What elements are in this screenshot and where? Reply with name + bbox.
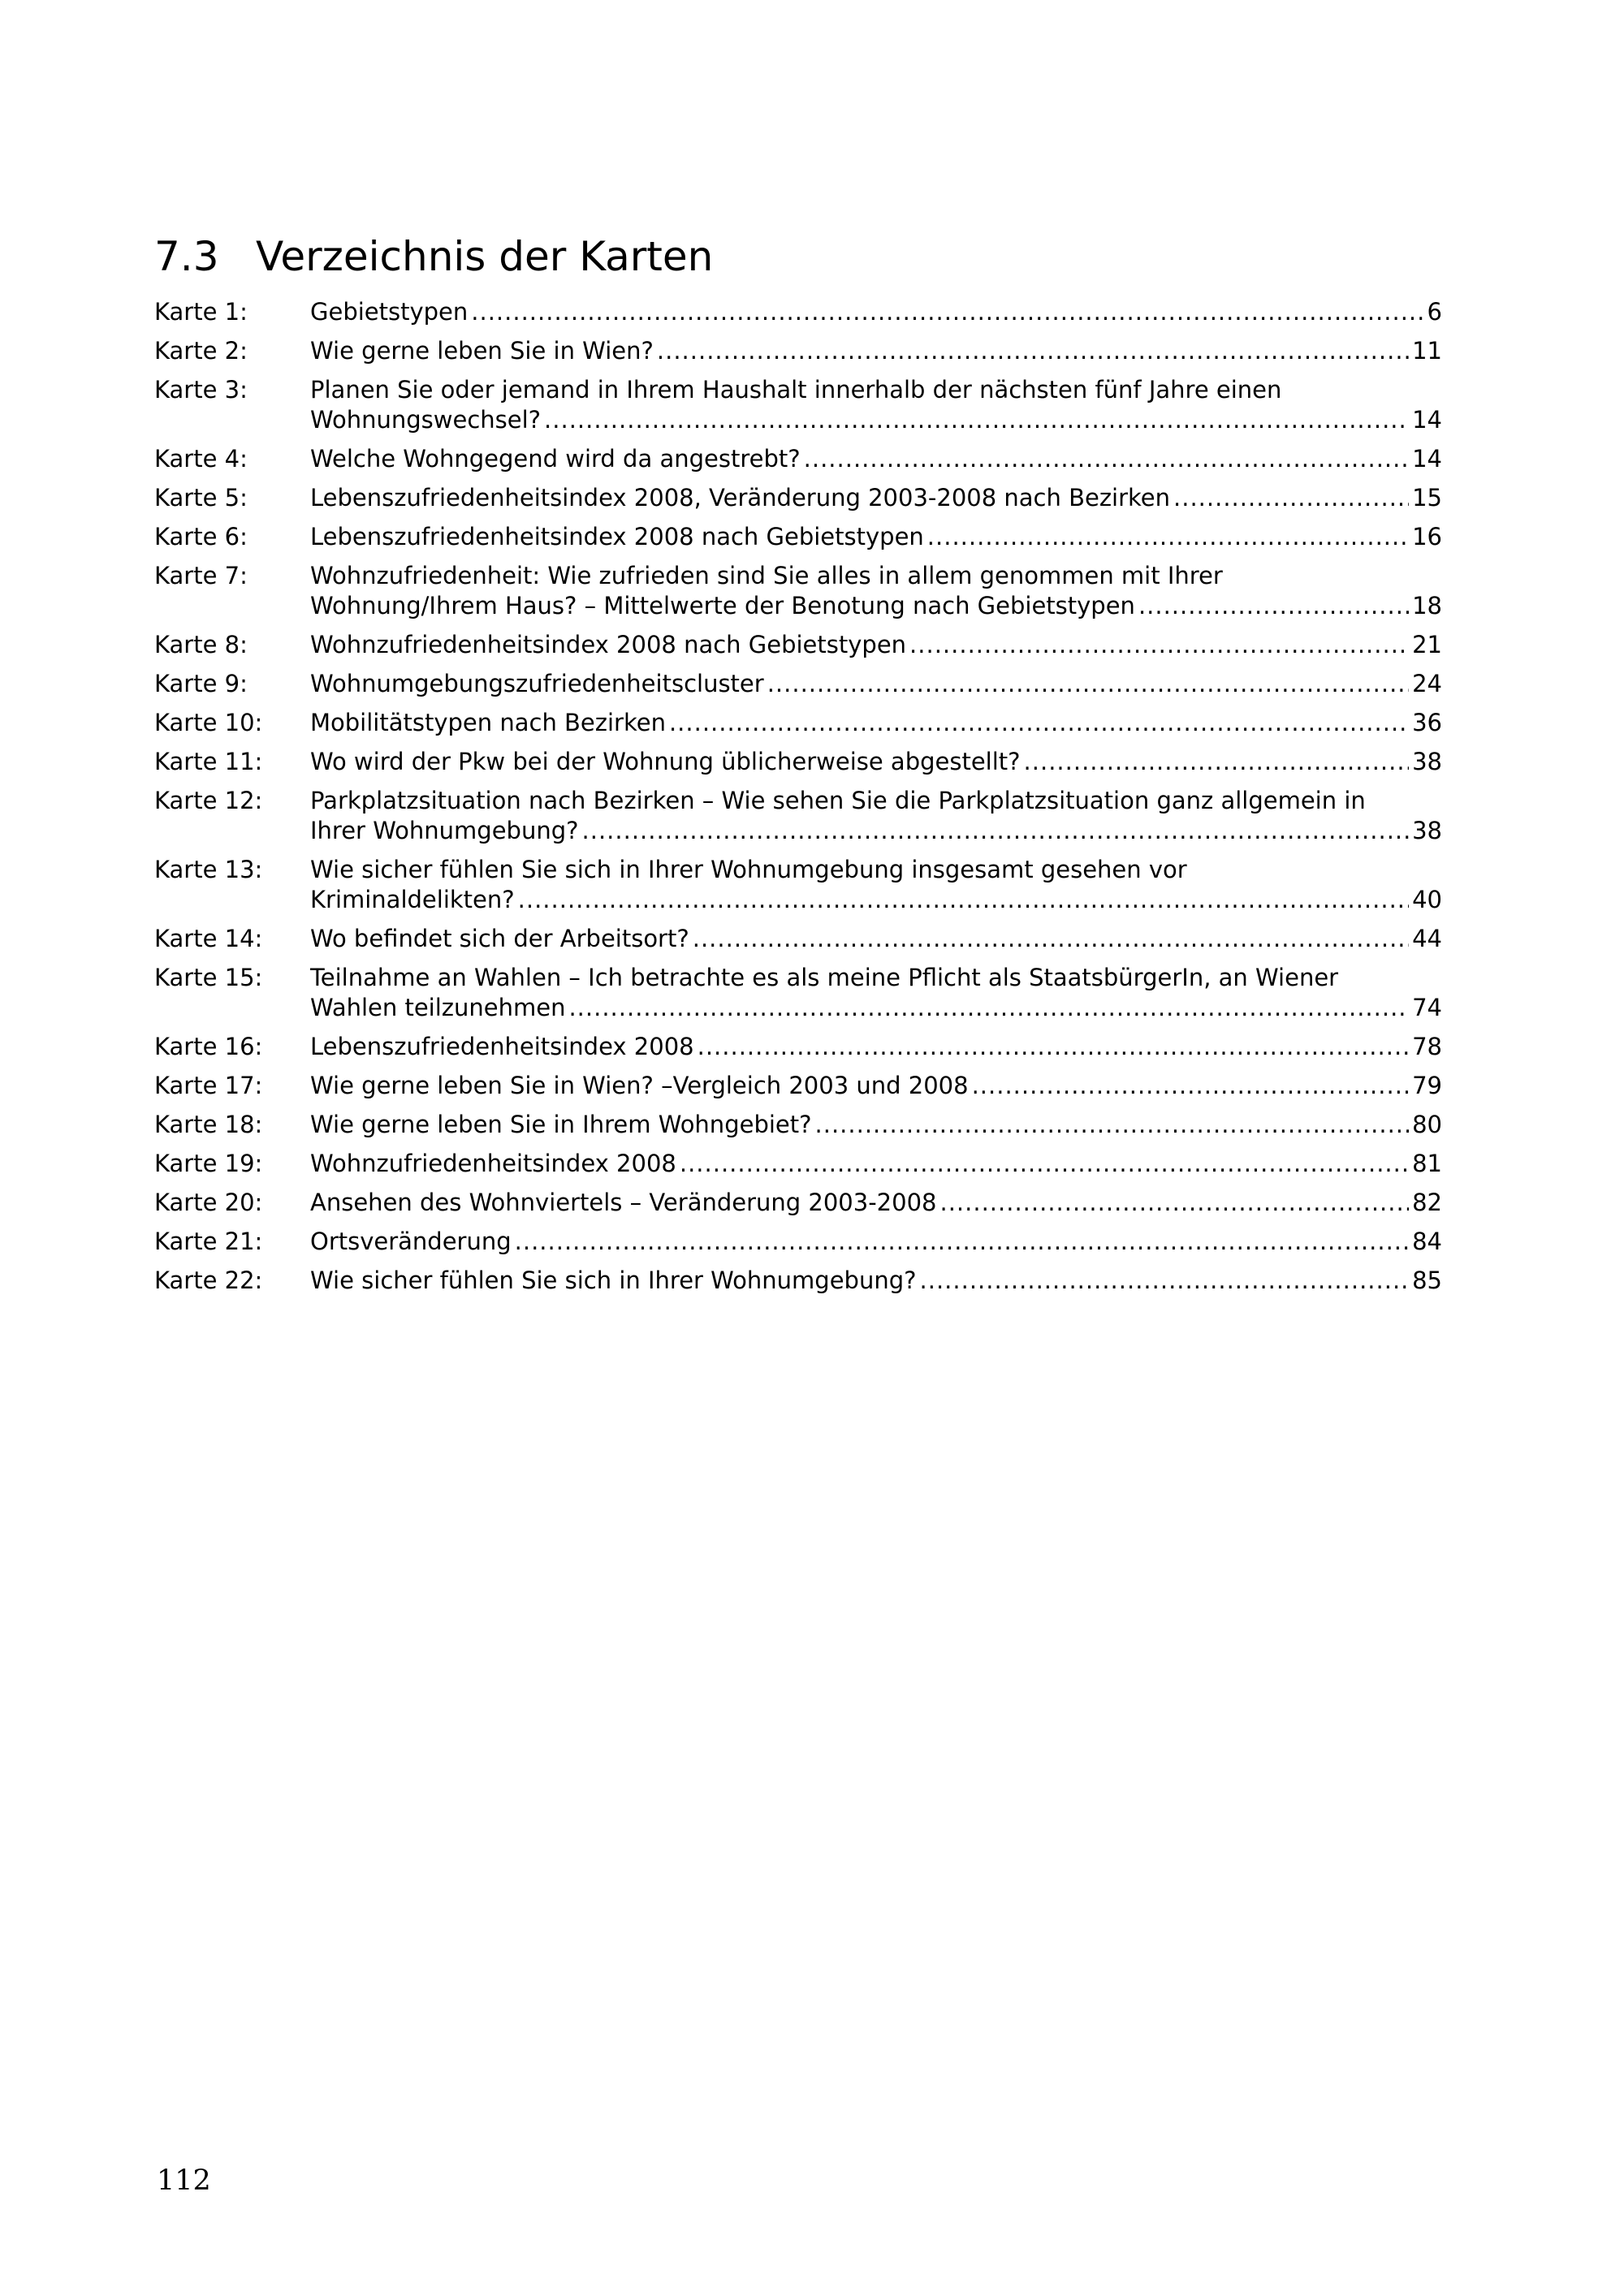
entry-page: 21 — [1412, 631, 1442, 658]
entry-page: 38 — [1412, 748, 1442, 775]
entry-title: Wohnzufriedenheitsindex 2008 — [310, 1150, 676, 1177]
entry-title: Wo wird der Pkw bei der Wohnung üblicherweise abgestellt? — [310, 748, 1021, 775]
toc-entry[interactable] — [154, 561, 1442, 621]
entry-title: Wohnzufriedenheitsindex 2008 nach Gebietstypen — [310, 631, 907, 658]
entry-label: Karte 18: — [154, 1111, 263, 1138]
dot-leader — [515, 1227, 1409, 1257]
entry-label: Karte 4: — [154, 445, 248, 473]
entry-title: Mobilitätstypen nach Bezirken — [310, 709, 666, 736]
entry-page: 85 — [1412, 1267, 1442, 1294]
entry-title: Wie gerne leben Sie in Ihrem Wohngebiet? — [310, 1111, 812, 1138]
dot-leader — [669, 708, 1409, 738]
entry-page: 74 — [1412, 994, 1442, 1021]
entry-label: Karte 13: — [154, 856, 263, 883]
entry-label: Karte 16: — [154, 1033, 263, 1060]
toc-entry[interactable] — [154, 1032, 1442, 1062]
entry-title-line1: Teilnahme an Wahlen – Ich betrachte es als meine Pflicht als StaatsbürgerIn, an Wiener — [310, 964, 1339, 991]
entry-page: 15 — [1412, 484, 1442, 511]
toc-entry[interactable] — [154, 1149, 1442, 1179]
map-index-list — [154, 297, 1442, 1305]
dot-leader — [568, 993, 1409, 1023]
dot-leader — [815, 1110, 1410, 1140]
section-heading — [154, 231, 713, 283]
dot-leader — [657, 336, 1409, 366]
toc-entry[interactable] — [154, 1227, 1442, 1257]
dot-leader — [471, 297, 1423, 327]
toc-entry[interactable] — [154, 375, 1442, 435]
dot-leader — [1024, 747, 1410, 777]
entry-title: Ortsveränderung — [310, 1228, 512, 1255]
entry-label: Karte 3: — [154, 376, 248, 404]
entry-page: 84 — [1412, 1228, 1442, 1255]
entry-page: 16 — [1412, 523, 1442, 550]
entry-label: Karte 10: — [154, 709, 263, 736]
entry-title: Wohnungswechsel? — [310, 406, 542, 434]
entry-label: Karte 2: — [154, 337, 248, 365]
toc-entry[interactable] — [154, 747, 1442, 777]
toc-entry[interactable] — [154, 708, 1442, 738]
entry-title-line1: Parkplatzsituation nach Bezirken – Wie sehen Sie die Parkplatzsituation ganz allgemein in — [310, 787, 1366, 814]
dot-leader — [920, 1266, 1410, 1296]
entry-page: 44 — [1412, 925, 1442, 952]
entry-label: Karte 9: — [154, 670, 248, 697]
entry-label: Karte 12: — [154, 787, 263, 814]
toc-entry[interactable] — [154, 924, 1442, 954]
dot-leader — [909, 630, 1409, 660]
entry-title: Wie gerne leben Sie in Wien? — [310, 337, 654, 365]
entry-title: Wie gerne leben Sie in Wien? –Vergleich 2003 und 2008 — [310, 1072, 969, 1099]
dot-leader — [767, 669, 1409, 699]
entry-page: 11 — [1412, 337, 1442, 365]
entry-label: Karte 20: — [154, 1189, 263, 1216]
entry-title: Wie sicher fühlen Sie sich in Ihrer Wohnumgebung? — [310, 1267, 917, 1294]
toc-entry[interactable] — [154, 336, 1442, 366]
entry-page: 24 — [1412, 670, 1442, 697]
entry-label: Karte 14: — [154, 925, 263, 952]
dot-leader — [582, 816, 1410, 846]
entry-title: Lebenszufriedenheitsindex 2008, Veränderung 2003-2008 nach Bezirken — [310, 484, 1171, 511]
entry-label: Karte 6: — [154, 523, 248, 550]
toc-entry[interactable] — [154, 786, 1442, 846]
entry-title-line1: Wohnzufriedenheit: Wie zufrieden sind Sie alles in allem genommen mit Ihrer — [310, 562, 1223, 589]
entry-page: 40 — [1412, 886, 1442, 913]
toc-entry[interactable] — [154, 1188, 1442, 1218]
entry-page: 14 — [1412, 406, 1442, 434]
toc-entry[interactable] — [154, 444, 1442, 474]
dot-leader — [1173, 483, 1409, 513]
entry-title: Ihrer Wohnumgebung? — [310, 817, 579, 844]
section-title: Verzeichnis der Karten — [256, 233, 714, 280]
entry-title: Welche Wohngegend wird da angestrebt? — [310, 445, 801, 473]
toc-entry[interactable] — [154, 297, 1442, 327]
toc-entry[interactable] — [154, 630, 1442, 660]
entry-label: Karte 7: — [154, 562, 248, 589]
entry-page: 18 — [1412, 592, 1442, 619]
entry-label: Karte 15: — [154, 964, 263, 991]
entry-title: Lebenszufriedenheitsindex 2008 nach Gebietstypen — [310, 523, 924, 550]
entry-title: Gebietstypen — [310, 298, 469, 326]
entry-page: 78 — [1412, 1033, 1442, 1060]
entry-title: Wo befindet sich der Arbeitsort? — [310, 925, 689, 952]
entry-label: Karte 17: — [154, 1072, 263, 1099]
toc-entry[interactable] — [154, 1071, 1442, 1101]
dot-leader — [972, 1071, 1410, 1101]
toc-entry[interactable] — [154, 522, 1442, 552]
entry-title: Wohnumgebungszufriedenheitscluster — [310, 670, 764, 697]
toc-entry[interactable] — [154, 669, 1442, 699]
dot-leader — [693, 924, 1409, 954]
entry-page: 80 — [1412, 1111, 1442, 1138]
dot-leader — [698, 1032, 1409, 1062]
entry-page: 79 — [1412, 1072, 1442, 1099]
dot-leader — [518, 885, 1409, 915]
toc-entry[interactable] — [154, 1110, 1442, 1140]
entry-title: Ansehen des Wohnviertels – Veränderung 2003-2008 — [310, 1189, 937, 1216]
entry-page: 81 — [1412, 1150, 1442, 1177]
entry-page: 36 — [1412, 709, 1442, 736]
entry-title: Kriminaldelikten? — [310, 886, 515, 913]
entry-title-line1: Planen Sie oder jemand in Ihrem Haushalt innerhalb der nächsten fünf Jahre einen — [310, 376, 1282, 404]
toc-entry[interactable] — [154, 483, 1442, 513]
section-number: 7.3 — [154, 233, 219, 280]
dot-leader — [1138, 591, 1409, 621]
page-number: 112 — [157, 2164, 211, 2197]
entry-label: Karte 1: — [154, 298, 248, 326]
entry-label: Karte 21: — [154, 1228, 263, 1255]
entry-page: 14 — [1412, 445, 1442, 473]
entry-title: Wahlen teilzunehmen — [310, 994, 566, 1021]
entry-title-line1: Wie sicher fühlen Sie sich in Ihrer Wohnumgebung insgesamt gesehen vor — [310, 856, 1187, 883]
dot-leader — [680, 1149, 1409, 1179]
toc-entry[interactable] — [154, 1266, 1442, 1296]
dot-leader — [927, 522, 1409, 552]
entry-page: 82 — [1412, 1189, 1442, 1216]
dot-leader — [804, 444, 1409, 474]
entry-title: Lebenszufriedenheitsindex 2008 — [310, 1033, 694, 1060]
entry-page: 38 — [1412, 817, 1442, 844]
entry-label: Karte 5: — [154, 484, 248, 511]
toc-entry[interactable] — [154, 855, 1442, 915]
entry-label: Karte 11: — [154, 748, 263, 775]
entry-label: Karte 22: — [154, 1267, 263, 1294]
entry-label: Karte 8: — [154, 631, 248, 658]
entry-label: Karte 19: — [154, 1150, 263, 1177]
dot-leader — [544, 405, 1409, 435]
toc-entry[interactable] — [154, 963, 1442, 1023]
entry-title: Wohnung/Ihrem Haus? – Mittelwerte der Benotung nach Gebietstypen — [310, 592, 1135, 619]
entry-page: 6 — [1427, 298, 1442, 326]
dot-leader — [939, 1188, 1409, 1218]
